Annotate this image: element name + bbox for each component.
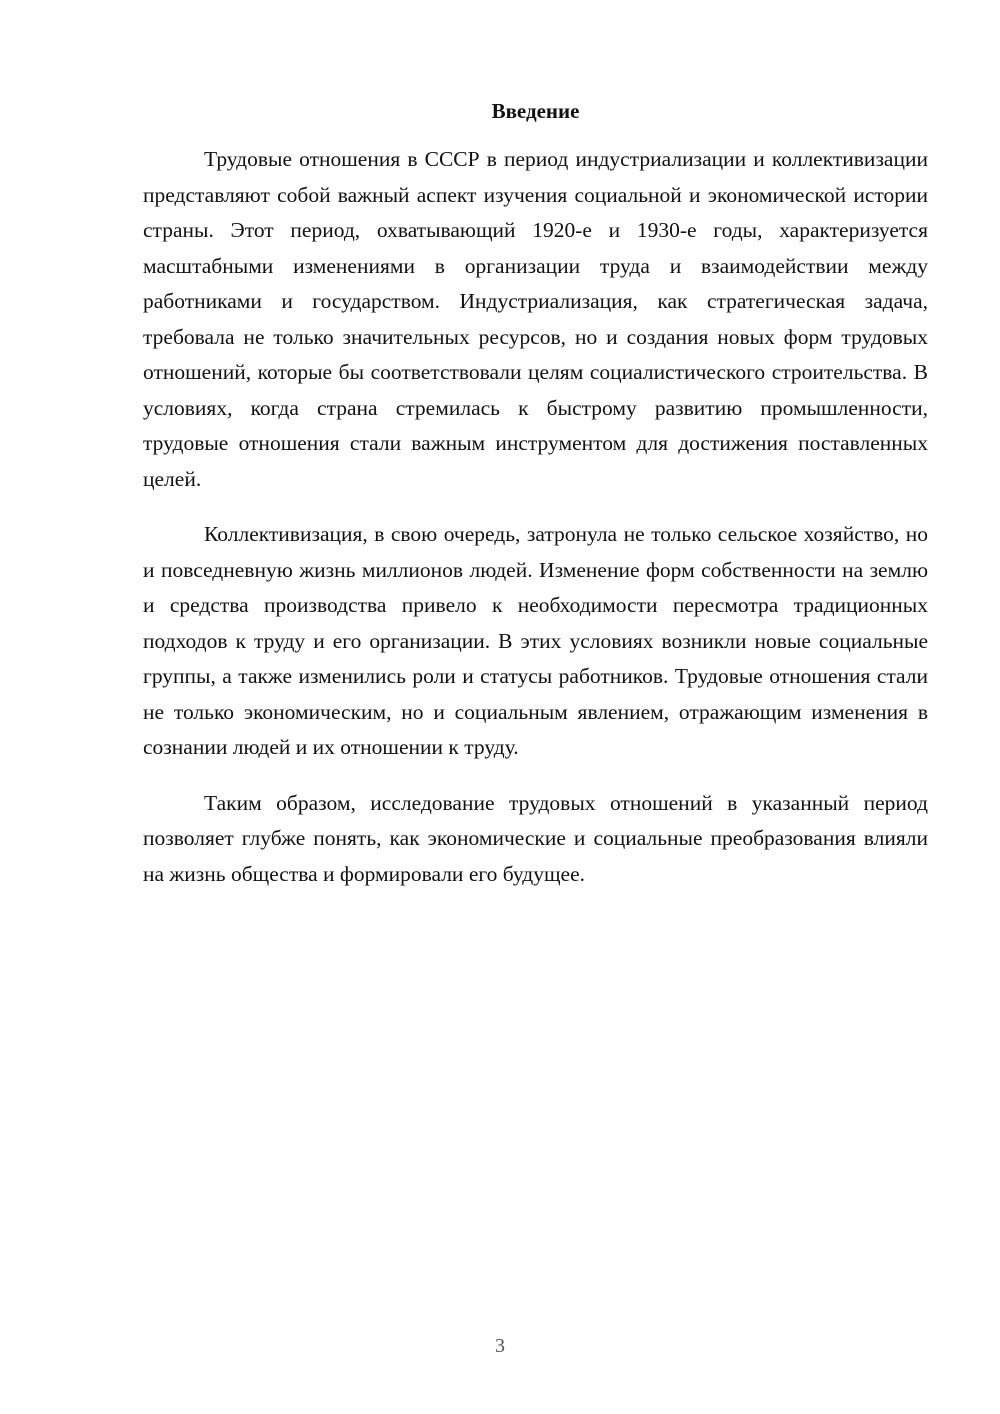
page-number: 3	[495, 1335, 505, 1357]
paragraph-1: Трудовые отношения в СССР в период индустриализации и коллективизации представляют собой важный аспект изучения социальной и экономической истории страны. Этот период, охватывающий 1920-е и 1930-е годы, характеризуется масштабными изменениями в организации труда и взаимодействии между работниками и государством. Индустриализация, как стратегическая задача, требовала не только значительных ресурсов, но и создания новых форм трудовых отношений, которые бы соответствовали целям социалистического строительства. В условиях, когда страна стремилась к быстрому развитию промышленности, трудовые отношения стали важным инструментом для достижения поставленных целей.	[143, 147, 928, 491]
document-body	[143, 142, 928, 912]
paragraph-2: Коллективизация, в свою очередь, затронула не только сельское хозяйство, но и повседневную жизнь миллионов людей. Изменение форм собственности на землю и средства производства привело к необходимости пересмотра традиционных подходов к труду и его организации. В этих условиях возникли новые социальные группы, а также изменились роли и статусы работников. Трудовые отношения стали не только экономическим, но и социальным явлением, отражающим изменения в сознании людей и их отношении к труду.	[143, 522, 928, 759]
page-title: Введение	[491, 99, 580, 123]
paragraph-3: Таким образом, исследование трудовых отношений в указанный период позволяет глубже понять, как экономические и социальные преобразования влияли на жизнь общества и формировали его будущее.	[143, 790, 928, 886]
